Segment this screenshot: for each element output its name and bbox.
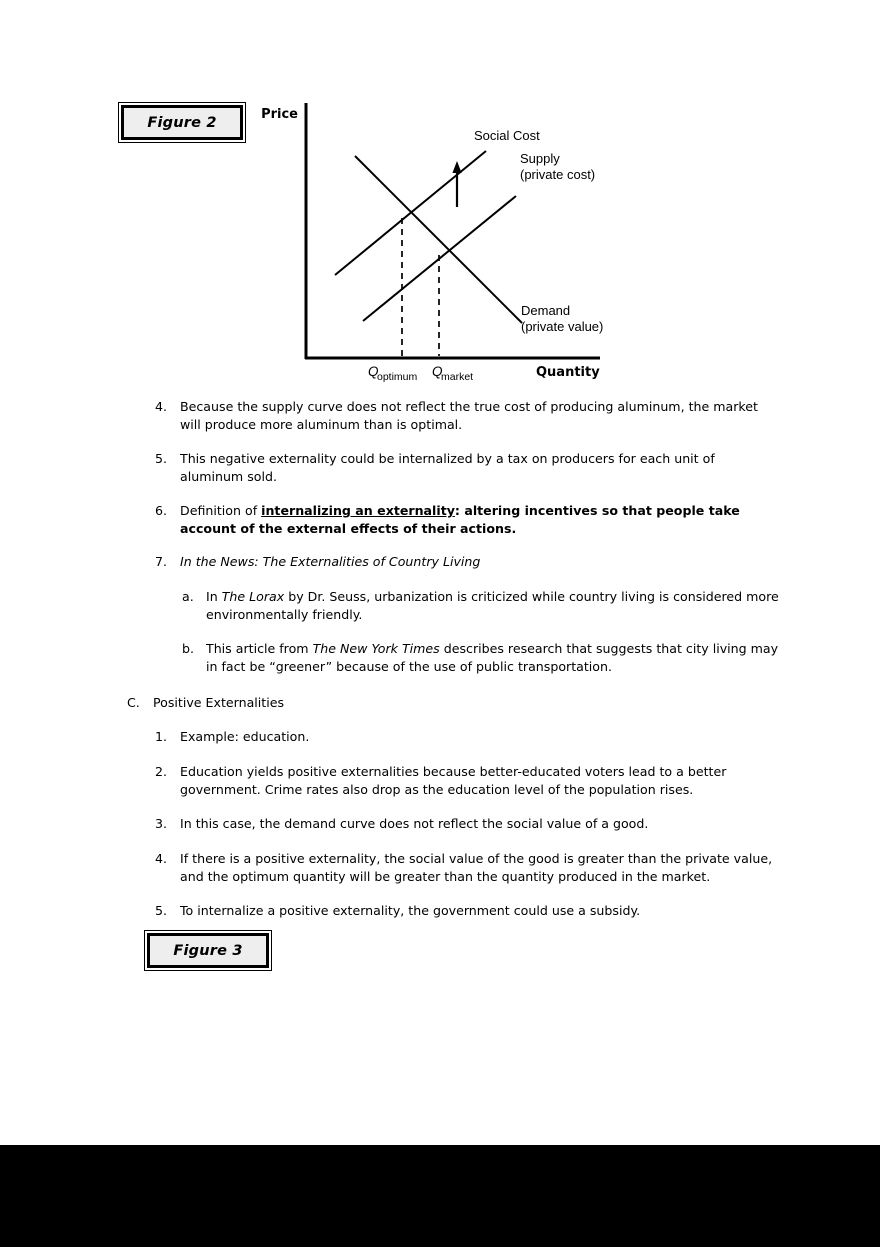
outline-marker: 6. xyxy=(155,503,168,518)
svg-text:Q: Q xyxy=(432,364,443,379)
outline-text: Because the supply curve does not reflect the true cost of producing aluminum, the market will produce more aluminum than is optimal. xyxy=(180,399,758,432)
outline-marker: 2. xyxy=(155,764,168,779)
definition-term: internalizing an externality xyxy=(261,503,455,518)
external-cost-arrow-icon xyxy=(452,161,461,207)
outline-section-c xyxy=(127,694,782,712)
q-market-tick-label xyxy=(432,364,473,383)
outline-text xyxy=(206,588,780,623)
externality-supply-demand-chart xyxy=(250,95,640,390)
outline-marker: 4. xyxy=(155,399,168,414)
outline-item-c4 xyxy=(155,850,795,885)
figure-2-label-box xyxy=(121,105,243,140)
svg-text:optimum: optimum xyxy=(377,371,418,383)
outline-text: Positive Externalities xyxy=(153,695,285,710)
outline-item-b7b xyxy=(182,640,780,675)
outline-item-c1 xyxy=(155,728,795,746)
outline-marker: a. xyxy=(182,589,194,604)
page-bottom-band xyxy=(0,1145,880,1247)
outline-item-b6 xyxy=(155,502,780,537)
outline-text: To internalize a positive externality, the government could use a subsidy. xyxy=(180,903,641,918)
text-part-2: describes research that suggests that city living may in fact be “greener” because of the use of public transportation. xyxy=(206,641,779,674)
svg-text:market: market xyxy=(441,371,474,383)
social-cost-curve xyxy=(335,151,486,275)
demand-label-line2: (private value) xyxy=(521,319,604,334)
publication-title: The New York Times xyxy=(312,641,440,656)
figure-2-label-text: Figure 2 xyxy=(147,114,217,131)
supply-label-line2: (private cost) xyxy=(520,167,596,182)
supply-label-line1: Supply xyxy=(520,151,560,166)
outline-item-c5 xyxy=(155,902,795,920)
outline-marker: 1. xyxy=(155,729,168,744)
outline-text: This negative externality could be internalized by a tax on producers for each unit of aluminum sold. xyxy=(180,451,715,484)
outline-marker: C. xyxy=(127,695,140,710)
outline-text: If there is a positive externality, the social value of the good is greater than the private value, and the optimum quantity will be greater than the quantity produced in the market. xyxy=(180,851,773,884)
outline-text: In the News: The Externalities of Country Living xyxy=(180,554,481,569)
outline-item-c2 xyxy=(155,763,795,798)
outline-marker: 5. xyxy=(155,903,168,918)
book-title: The Lorax xyxy=(221,589,285,604)
demand-curve xyxy=(355,156,522,323)
figure-3-label-text: Figure 3 xyxy=(173,942,243,959)
outline-item-b5 xyxy=(155,450,780,485)
outline-text xyxy=(206,640,780,675)
outline-item-b7 xyxy=(155,553,780,571)
social-cost-label: Social Cost xyxy=(474,128,540,143)
outline-marker: b. xyxy=(182,641,194,656)
y-axis-title: Price xyxy=(261,107,298,122)
x-axis-title: Quantity xyxy=(536,365,600,380)
outline-item-b4 xyxy=(155,398,780,433)
demand-label-line1: Demand xyxy=(521,303,571,318)
text-part-1: In xyxy=(206,589,222,604)
text-part-1: This article from xyxy=(206,641,313,656)
outline-item-b7a xyxy=(182,588,780,623)
definition-lead: Definition of xyxy=(180,503,262,518)
outline-text: Education yields positive externalities because better-educated voters lead to a better government. Crime rates also drop as the education level of the population rises. xyxy=(180,764,727,797)
svg-text:Q: Q xyxy=(368,364,379,379)
outline-text: In this case, the demand curve does not reflect the social value of a good. xyxy=(180,816,649,831)
outline-text xyxy=(180,502,780,537)
outline-marker: 3. xyxy=(155,816,168,831)
outline-marker: 7. xyxy=(155,554,168,569)
outline-item-c3 xyxy=(155,815,795,833)
outline-text: Example: education. xyxy=(180,729,310,744)
figure-3-label-box xyxy=(147,933,269,968)
text-part-2: by Dr. Seuss, urbanization is criticized while country living is considered more environmentally friendly. xyxy=(206,589,779,622)
outline-marker: 5. xyxy=(155,451,168,466)
q-optimum-tick-label xyxy=(368,364,418,383)
definition-body: : altering incentives so that people take account of the external effects of their actions. xyxy=(180,503,740,536)
outline-marker: 4. xyxy=(155,851,168,866)
